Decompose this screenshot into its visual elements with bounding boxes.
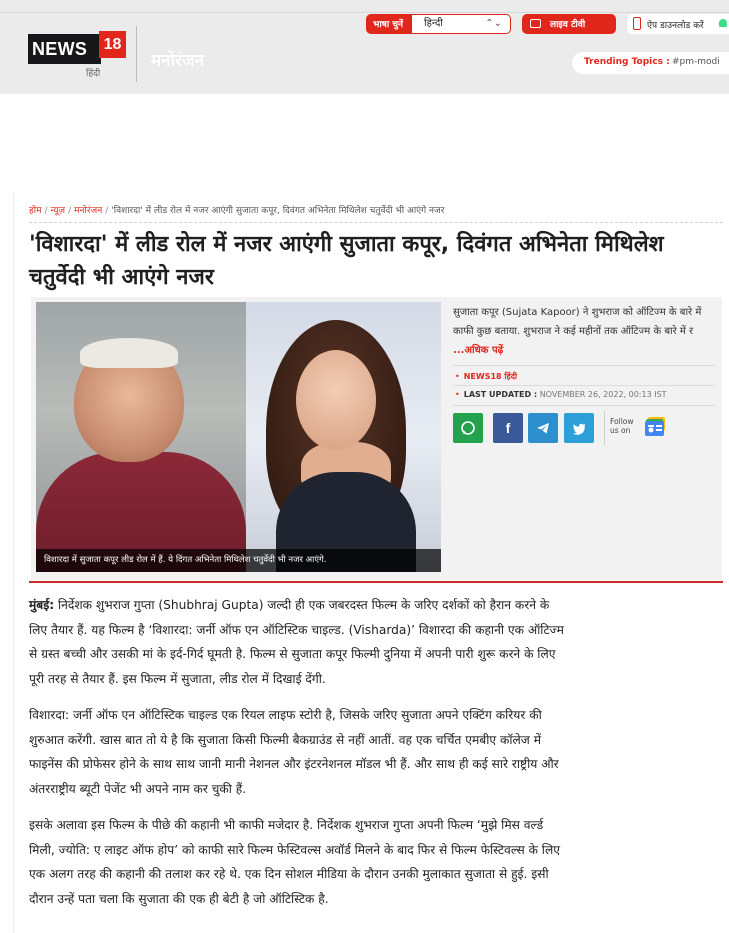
meta-divider	[453, 365, 715, 366]
whatsapp-share-button[interactable]	[453, 413, 483, 443]
app-download-label: ऐप डाउनलोड करें	[647, 21, 704, 31]
twitter-share-button[interactable]	[564, 413, 594, 443]
photo-woman	[246, 302, 441, 572]
article-media-card	[31, 297, 722, 580]
phone-icon	[633, 17, 641, 30]
trending-label: Trending Topics :	[584, 57, 670, 67]
paragraph-text: निर्देशक शुभराज गुप्ता (Shubhraj Gupta) जल्दी ही एक जबरदस्त फिल्म के जरिए दर्शकों को हैरान करने के लिए तैयार हैं. यह फिल्म है ‘विशारदा: जर्नी ऑफ एन ऑटिस्टिक चाइल्ड. (Visharda)’ विशारदा की कहानी एक ऑटिज्म से ग्रस्त बच्ची और उसकी मां के इर्द-गिर्द घूमती है. फिल्म से सुजाता कपूर फिल्मी दुनिया में अपनी पारी शुरू करने के लिए पूरी तरह से तैयार हैं. इस फिल्म में सुजाता, लीड रोल में दिखाई देंगी.	[29, 598, 564, 686]
breadcrumb-home[interactable]: होम	[29, 206, 42, 216]
meta-divider	[453, 385, 715, 386]
tv-icon	[530, 19, 541, 28]
chevron-updown-icon: ⌃⌄	[485, 18, 502, 29]
twitter-icon	[571, 420, 587, 436]
meta-divider	[453, 405, 715, 406]
read-more-link[interactable]: ...अधिक पढ़ें	[453, 345, 504, 356]
last-updated	[455, 390, 667, 399]
article-headline: 'विशारदा' में लीड रोल में नजर आएंगी सुजाता कपूर, दिवंगत अभिनेता मिथिलेश चतुर्वेदी भी आएंगे नजर	[29, 232, 664, 290]
article-dateline: मुंबई:	[29, 598, 55, 612]
article-paragraph	[29, 593, 569, 691]
photo-man	[36, 302, 246, 572]
language-value: हिन्दी	[424, 18, 443, 29]
logo-number: 18	[99, 31, 126, 58]
site-header	[0, 0, 729, 94]
breadcrumb-separator: /	[68, 206, 72, 216]
google-news-glyph	[645, 417, 667, 437]
article-summary	[453, 303, 715, 360]
telegram-icon	[535, 420, 551, 436]
facebook-share-button[interactable]	[493, 413, 523, 443]
language-select[interactable]	[412, 15, 510, 33]
article-paragraph: विशारदा: जर्नी ऑफ एन ऑटिस्टिक चाइल्ड एक रियल लाइफ स्टोरी है, जिसके जरिए सुजाता अपने एक्टिंग करियर की शुरुआत करेंगी. खास बात तो ये है कि सुजाता किसी फिल्मी बैकग्राउंड से नहीं आतीं. वह एक चर्चित एमबीए कॉलेज में फाइनेंस की प्रोफेसर होने के साथ साथ जानी मानी नेशनल और इंटरनेशनल मॉडल भी हैं. और साथ ही कई सारे राष्ट्रीय और अंतरराष्ट्रीय ब्यूटी पेजेंट भी अपने नाम कर चुकी हैं.	[29, 708, 559, 796]
header-divider	[136, 26, 137, 82]
follow-divider	[604, 411, 605, 445]
section-title[interactable]: मनोरंजन	[151, 51, 205, 71]
logo-sub: हिंदी	[86, 69, 101, 79]
bullet-icon: •	[455, 390, 460, 399]
follow-label	[610, 417, 634, 435]
last-updated-value: NOVEMBER 26, 2022, 00:13 IST	[539, 390, 667, 399]
breadcrumb-section[interactable]: मनोरंजन	[74, 206, 103, 216]
photo-man-hair	[80, 338, 178, 368]
breadcrumb-separator: /	[44, 206, 48, 216]
live-tv-button[interactable]	[522, 14, 616, 34]
follow-label-line1: Follow	[610, 417, 634, 426]
summary-text: सुजाता कपूर (Sujata Kapoor) ने शुभराज को ऑटिज्म के बारे में काफी कुछ बताया. शुभराज ने कई महीनों तक ऑटिज्म के बारे में र	[453, 307, 702, 337]
article-source	[455, 371, 517, 382]
app-download-button[interactable]	[627, 14, 729, 34]
facebook-icon: f	[505, 420, 511, 436]
android-icon	[719, 19, 727, 27]
telegram-share-button[interactable]	[528, 413, 558, 443]
image-caption: विशारदा में सुजाता कपूर लीड रोल में हैं. ये दिंगत अभिनेता मिथिलेश चतुर्वेदी भी नजर आएंगे.	[36, 549, 441, 572]
follow-label-line2: us on	[610, 426, 631, 435]
article-content	[13, 193, 729, 933]
news18-logo[interactable]	[28, 31, 124, 77]
breadcrumb	[29, 203, 444, 216]
photo-woman-face	[296, 350, 376, 450]
breadcrumb-separator: /	[105, 206, 109, 216]
breadcrumb-news[interactable]: न्यूज़	[50, 206, 66, 216]
article-image[interactable]	[36, 302, 441, 572]
google-news-icon[interactable]	[645, 417, 667, 437]
trending-tag-link[interactable]: #pm-modi	[672, 57, 720, 67]
last-updated-label: LAST UPDATED :	[463, 390, 538, 399]
language-label: भाषा चुनें	[373, 20, 404, 30]
whatsapp-icon	[460, 420, 476, 436]
article-divider	[29, 581, 723, 583]
trending-topics	[572, 52, 729, 74]
source-link[interactable]: NEWS18 हिंदी	[463, 372, 518, 381]
header-topline	[0, 12, 729, 13]
article-body	[29, 593, 569, 923]
breadcrumb-current: 'विशारदा' में लीड रोल में नजर आएंगी सुजाता कपूर, दिवंगत अभिनेता मिथिलेश चतुर्वेदी भी आएंगे नजर	[111, 206, 445, 216]
breadcrumb-divider	[29, 222, 723, 223]
language-selector[interactable]	[366, 14, 511, 34]
article-paragraph: इसके अलावा इस फिल्म के पीछे की कहानी भी काफी मजेदार है. निर्देशक शुभराज गुप्ता अपनी फिल्म ‘मुझे मिस वर्ल्ड मिली, ज्योति: ए लाइट ऑफ होप’ को काफी सारे फिल्म फेस्टिवल्स अवॉर्ड मिलने के बाद फिर से फिल्म फेस्टिवल्स के लिए एक अलग तरह की कहानी की तलाश कर रहे थे. एक दिन सोशल मीडिया के दौरान उनकी मुलाकात सुजाता से हुई. इसी दौरान उन्हें पता चला कि सुजाता की एक ही बेटी है जो ऑटिस्टिक है.	[29, 818, 560, 906]
live-tv-label: लाइव टीवी	[550, 20, 586, 30]
logo-text: NEWS	[28, 34, 101, 64]
bullet-icon: •	[455, 372, 460, 381]
